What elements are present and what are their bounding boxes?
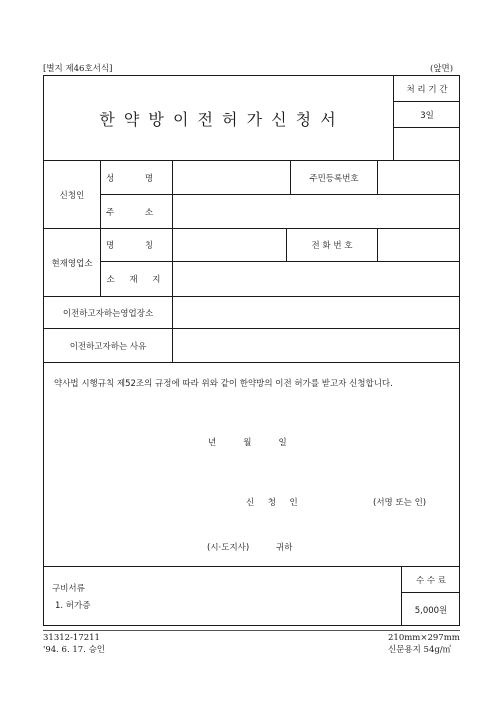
relocation-reason-field[interactable]: [173, 329, 460, 362]
business-name-label: 명 칭: [105, 241, 168, 251]
phone-label: 전 화 번 호: [311, 241, 353, 251]
documents-section-label: 구비서류: [52, 584, 85, 594]
signature-note: (서명 또는 인): [373, 498, 427, 508]
form-title: 한 약 방 이 전 허 가 신 청 서: [99, 109, 338, 129]
name-label: 성 명: [105, 173, 168, 184]
form-code: 31312-17211: [43, 633, 100, 643]
applicant-signature-label: 신 청 인: [246, 498, 298, 508]
relocation-reason-label: 이전하고자하는 사유: [69, 341, 147, 352]
recipient-authority: (시·도지사): [207, 543, 250, 553]
form-number: [별지 제46호서식]: [43, 64, 113, 74]
resident-number-label: 주민등록번호: [309, 173, 359, 184]
fee-value: 5,000원: [414, 605, 448, 616]
declaration-statement: 약사법 시행규칙 제52조의 규정에 따라 위와 같이 한약방의 이전 허가를 받고자 신청합니다.: [54, 379, 393, 389]
applicant-section-label: 신청인: [59, 190, 85, 201]
relocation-place-label: 이전하고자하는영업장소: [62, 308, 154, 319]
location-field[interactable]: [173, 262, 460, 296]
relocation-place-field[interactable]: [173, 297, 460, 328]
recipient-suffix: 귀하: [276, 543, 293, 553]
phone-field[interactable]: [378, 229, 460, 261]
address-field[interactable]: [173, 195, 460, 228]
side-note: (앞면): [430, 64, 454, 74]
resident-number-field[interactable]: [378, 161, 460, 194]
location-label: 소 재 지: [106, 275, 167, 285]
name-field[interactable]: [173, 161, 290, 194]
paper-size: 210mm×297mm: [388, 633, 460, 643]
address-label: 주 소: [105, 207, 168, 218]
fee-label: 수 수 료: [415, 575, 447, 586]
business-name-field[interactable]: [173, 229, 286, 261]
current-business-section-label: 현재영업소: [51, 258, 93, 269]
approval-note: '94. 6. 17. 승인: [43, 645, 106, 655]
date-line: 년 월 일: [208, 438, 287, 448]
processing-period-label: 처 리 기 간: [406, 84, 448, 95]
paper-type: 신문용지 54g/㎡: [388, 645, 452, 655]
document-item-1: 1. 허가증: [55, 601, 91, 611]
processing-period-value: 3일: [420, 110, 434, 121]
